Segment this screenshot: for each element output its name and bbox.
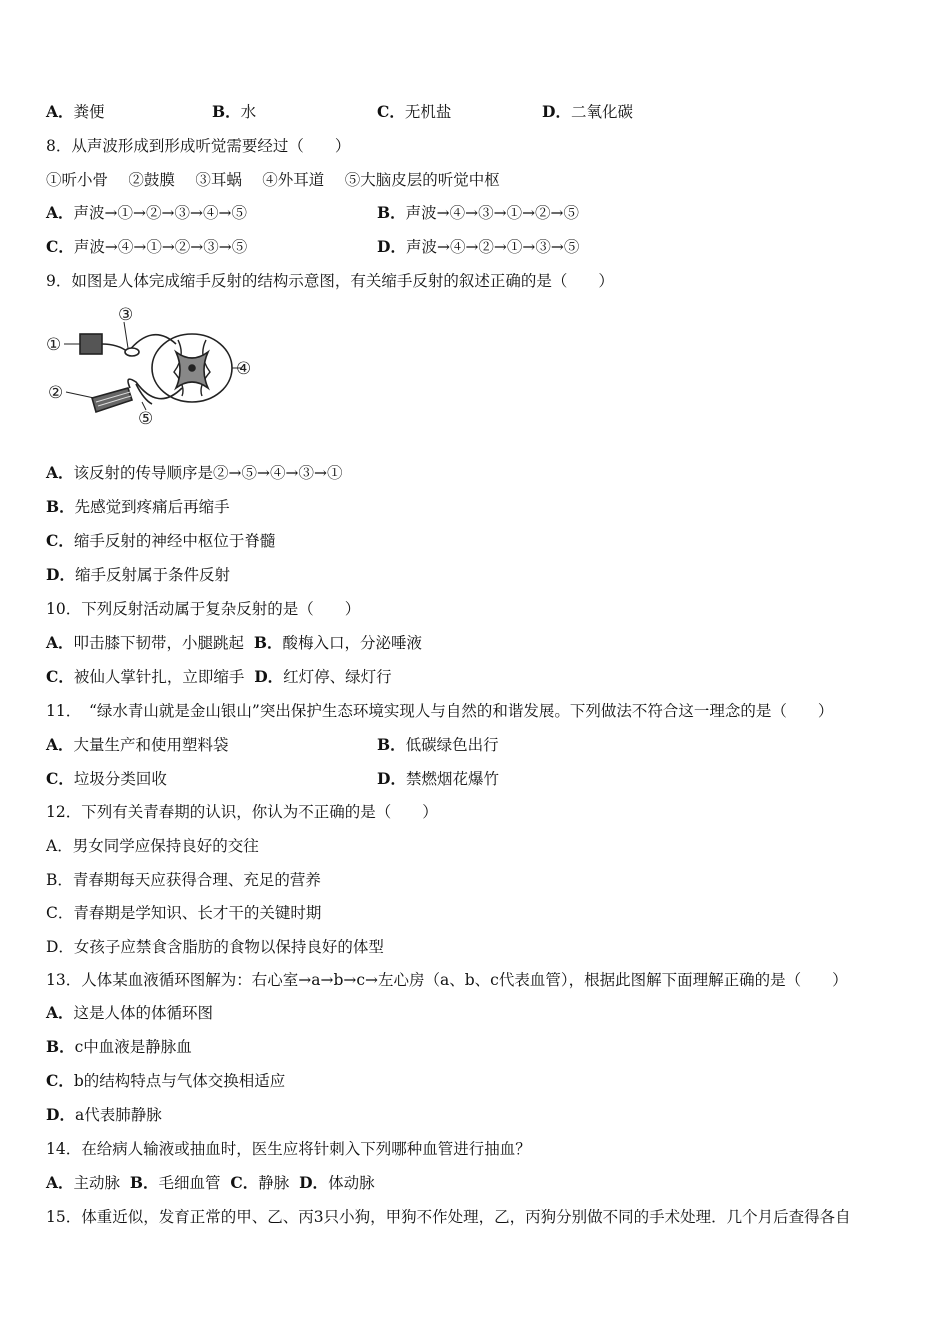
q8-stem: 8．从声波形成到形成听觉需要经过（ ） bbox=[46, 137, 351, 155]
q8-option-b: B．声波→④→③→①→②→⑤ bbox=[377, 203, 580, 222]
q11-option-c: C．垃圾分类回收 bbox=[46, 769, 167, 788]
q12-option-b: B．青春期每天应获得合理、充足的营养 bbox=[46, 871, 321, 889]
q8-option-d: D．声波→④→②→①→③→⑤ bbox=[377, 237, 580, 256]
q9-option-c: C．缩手反射的神经中枢位于脊髓 bbox=[46, 531, 276, 550]
figure-label-2: ② bbox=[48, 383, 64, 403]
q7-option-a: A．粪便 bbox=[46, 102, 105, 121]
q12-option-a: A．男女同学应保持良好的交往 bbox=[46, 837, 259, 855]
q13-option-a: A．这是人体的体循环图 bbox=[46, 1003, 214, 1022]
q7-option-c: C．无机盐 bbox=[377, 102, 452, 121]
q8-parts-list: ①听小骨 ②鼓膜 ③耳蜗 ④外耳道 ⑤大脑皮层的听觉中枢 bbox=[46, 171, 500, 189]
q10-options-cd: C．被仙人掌针扎，立即缩手 D．红灯停、绿灯行 bbox=[46, 667, 392, 686]
q11-option-d: D．禁燃烟花爆竹 bbox=[377, 769, 499, 788]
effector-muscle bbox=[92, 388, 132, 412]
q9-option-b: B．先感觉到疼痛后再缩手 bbox=[46, 497, 230, 516]
receptor-skin bbox=[80, 334, 102, 354]
q7-option-d: D．二氧化碳 bbox=[542, 102, 633, 121]
q11-option-b: B．低碳绿色出行 bbox=[377, 735, 499, 754]
figure-label-1: ① bbox=[46, 335, 62, 355]
figure-label-5: ⑤ bbox=[138, 409, 154, 429]
q13-option-d: D．a代表肺静脉 bbox=[46, 1105, 162, 1124]
q11-stem: 11． “绿水青山就是金山银山”突出保护生态环境实现人与自然的和谐发展。下列做法不符合这一理念的是（ ） bbox=[46, 702, 834, 720]
q8-option-a: A．声波→①→②→③→④→⑤ bbox=[46, 203, 247, 222]
q14-options: A．主动脉 B．毛细血管 C．静脉 D．体动脉 bbox=[46, 1173, 375, 1192]
q11-option-a: A．大量生产和使用塑料袋 bbox=[46, 735, 229, 754]
q12-option-c: C．青春期是学知识、长才干的关键时期 bbox=[46, 904, 322, 922]
q13-option-b: B．c中血液是静脉血 bbox=[46, 1037, 192, 1056]
q14-stem: 14．在给病人输液或抽血时，医生应将针刺入下列哪种血管进行抽血？ bbox=[46, 1140, 531, 1158]
q9-option-d: D．缩手反射属于条件反射 bbox=[46, 565, 230, 584]
q8-option-c: C．声波→④→①→②→③→⑤ bbox=[46, 237, 248, 256]
q9-option-a: A．该反射的传导顺序是②→⑤→④→③→① bbox=[46, 463, 343, 482]
q13-option-c: C．b的结构特点与气体交换相适应 bbox=[46, 1071, 286, 1090]
ganglion bbox=[125, 348, 139, 356]
reflex-arc-figure bbox=[44, 300, 258, 432]
figure-label-3: ③ bbox=[118, 305, 134, 325]
q10-options-ab: A．叩击膝下韧带，小腿跳起 B．酸梅入口，分泌唾液 bbox=[46, 633, 423, 652]
q10-stem: 10．下列反射活动属于复杂反射的是（ ） bbox=[46, 600, 361, 618]
figure-label-4: ④ bbox=[236, 359, 252, 379]
q7-option-b: B．水 bbox=[212, 102, 257, 121]
q9-stem: 9．如图是人体完成缩手反射的结构示意图，有关缩手反射的叙述正确的是（ ） bbox=[46, 272, 614, 290]
q12-option-d: D．女孩子应禁食含脂肪的食物以保持良好的体型 bbox=[46, 938, 384, 956]
q15-stem: 15．体重近似，发育正常的甲、乙、丙3只小狗，甲狗不作处理，乙，丙狗分别做不同的手术处理．几个月后查得各自 bbox=[46, 1208, 851, 1226]
q12-stem: 12．下列有关青春期的认识，你认为不正确的是（ ） bbox=[46, 803, 438, 821]
q13-stem: 13．人体某血液循环图解为：右心室→a→b→c→左心房（a、b、c代表血管），根据此图解下面理解正确的是（ ） bbox=[46, 971, 848, 989]
